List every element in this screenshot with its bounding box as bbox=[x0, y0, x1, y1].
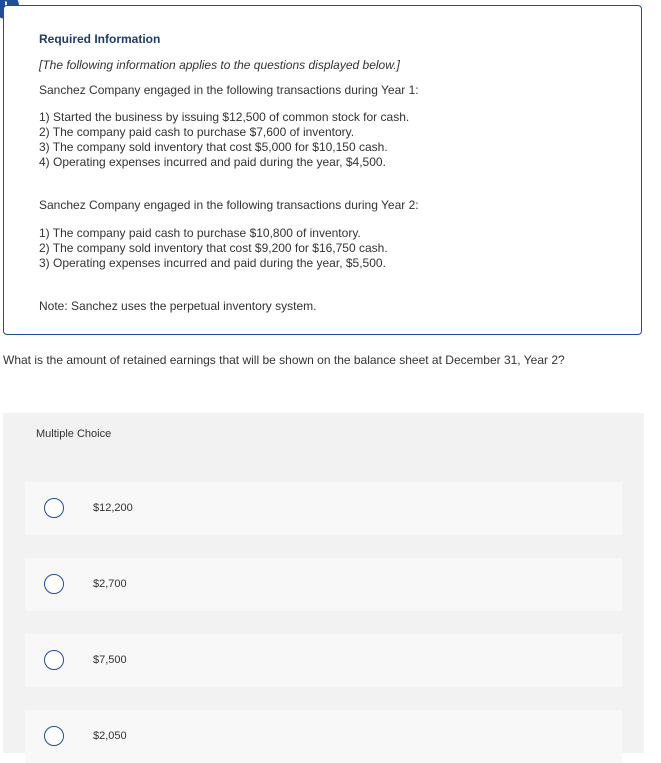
multiple-choice-panel bbox=[3, 413, 644, 753]
answer-option-4[interactable] bbox=[25, 710, 622, 763]
question-text: What is the amount of retained earnings that will be shown on the balance sheet at December 31, Year 2? bbox=[3, 353, 565, 367]
list-item: 2) The company paid cash to purchase $7,600 of inventory. bbox=[39, 125, 355, 139]
year2-transactions bbox=[39, 226, 388, 271]
list-item: 2) The company sold inventory that cost $9,200 for $16,750 cash. bbox=[39, 241, 388, 255]
list-item: 3) The company sold inventory that cost $5,000 for $10,150 cash. bbox=[39, 140, 388, 154]
inventory-note: Note: Sanchez uses the perpetual inventory system. bbox=[39, 299, 317, 313]
answer-option-3[interactable] bbox=[25, 634, 622, 687]
radio-button[interactable] bbox=[44, 498, 64, 518]
year1-transactions bbox=[39, 110, 409, 170]
info-title: Required Information bbox=[39, 32, 161, 46]
answer-label: $7,500 bbox=[93, 654, 127, 666]
list-item: 1) Started the business by issuing $12,500 of common stock for cash. bbox=[39, 110, 410, 124]
required-information-box bbox=[3, 5, 642, 335]
list-item: 4) Operating expenses incurred and paid during the year, $4,500. bbox=[39, 155, 386, 169]
year2-intro: Sanchez Company engaged in the following transactions during Year 2: bbox=[39, 198, 419, 212]
radio-button[interactable] bbox=[44, 726, 64, 746]
list-item: 1) The company paid cash to purchase $10,800 of inventory. bbox=[39, 226, 361, 240]
answer-label: $2,050 bbox=[93, 730, 127, 742]
radio-button[interactable] bbox=[44, 650, 64, 670]
multiple-choice-header: Multiple Choice bbox=[36, 428, 112, 440]
info-subtitle: [The following information applies to the questions displayed below.] bbox=[39, 58, 400, 72]
answer-label: $2,700 bbox=[93, 578, 127, 590]
answer-option-1[interactable] bbox=[25, 482, 622, 535]
year1-intro: Sanchez Company engaged in the following transactions during Year 1: bbox=[39, 83, 419, 97]
answer-option-2[interactable] bbox=[25, 558, 622, 611]
radio-button[interactable] bbox=[44, 574, 64, 594]
list-item: 3) Operating expenses incurred and paid during the year, $5,500. bbox=[39, 256, 386, 270]
answer-label: $12,200 bbox=[93, 502, 133, 514]
